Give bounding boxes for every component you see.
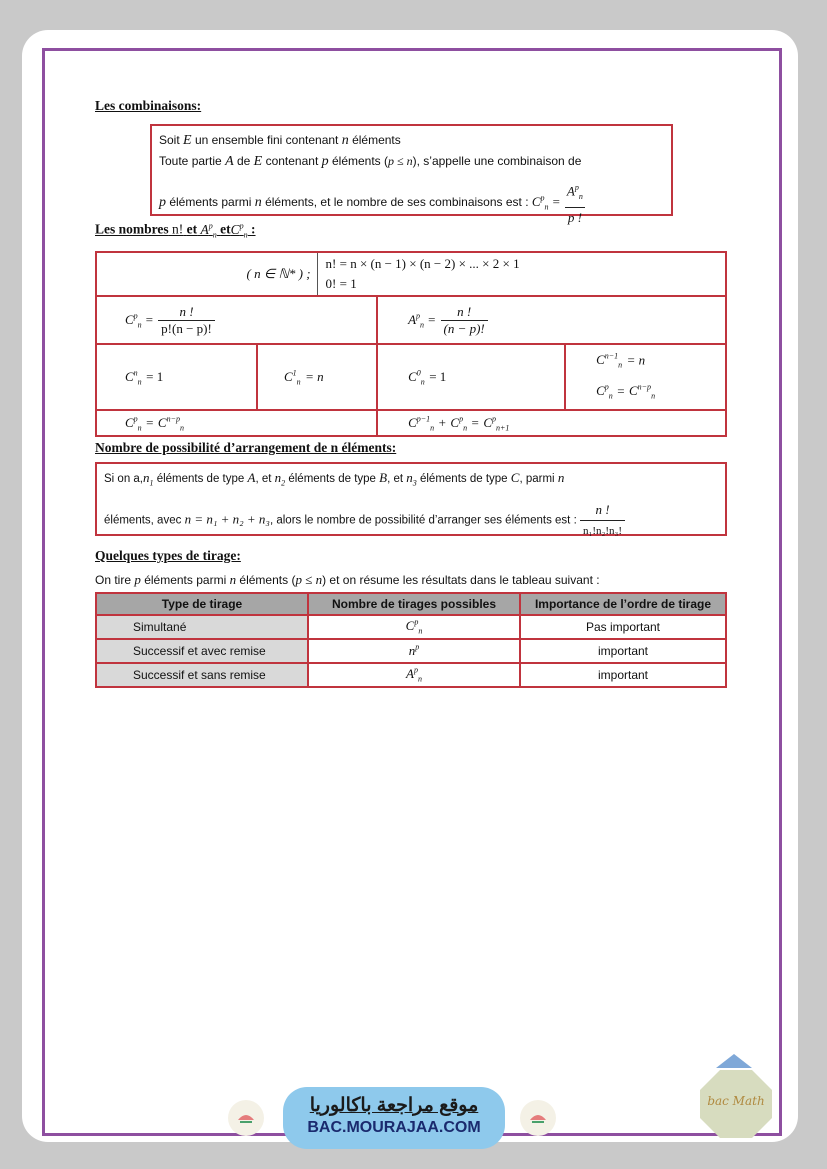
cn-n-1-cell: $C^{n-1}_n = n$ $C^p_n = C^{n-p}_n$ <box>565 344 726 410</box>
table-row: Simultané $C^p_n$ Pas important <box>96 615 726 639</box>
logo-text: bac Math <box>707 1094 765 1108</box>
header-type: Type de tirage <box>96 593 308 615</box>
cn0-cell: $C^0_n = 1$ <box>377 344 565 410</box>
arrangement-line-1: Si on $a,n_1$ éléments de type A, et $n_2$ éléments de type B, et $n_3$ éléments de type C, parmi n <box>104 470 565 488</box>
arrangement-box <box>95 462 727 536</box>
cnp-title-symbol: $C^p_n$ <box>230 221 248 240</box>
cnp-cell-symbol: $C^p_n$ <box>405 618 423 636</box>
header-ordre: Importance de l’ordre de tirage <box>520 593 726 615</box>
anp-formula-cell: $A^p_n$ = $\frac{n !}{(n - p)!}$ <box>377 296 726 344</box>
table-header-row <box>96 593 726 615</box>
tirage-intro: On tire p éléments parmi n éléments (p ≤ n) et on résume les résultats dans le tableau suivant : <box>95 572 600 587</box>
cnp-symbol: $C^p_n$ = <box>531 193 561 212</box>
definition-box-combinaison <box>150 124 673 225</box>
def-line-2: Toute partie A de E contenant p éléments (p ≤ n), s’appelle une combinaison de <box>159 154 582 169</box>
cnp-formula-fraction: $\frac{n !}{p!(n - p)!}$ <box>158 304 215 337</box>
def-line-1: Soit E un ensemble fini contenant n éléments <box>159 133 401 148</box>
cnp-fraction: $\frac{A^p_n}{p !}$ <box>564 178 586 228</box>
np-cell-symbol: $n^p$ <box>408 642 420 659</box>
header-nombre: Nombre de tirages possibles <box>308 593 520 615</box>
anp-formula-fraction: $\frac{n !}{(n - p)!}$ <box>441 304 488 337</box>
anp-title-symbol: $A^p_n$ <box>200 221 217 240</box>
section-title-tirage: Quelques types de tirage: <box>95 548 241 563</box>
formulas-table <box>95 251 727 437</box>
anp-cell-symbol: $A^p_n$ <box>406 666 422 684</box>
pascal-cell: $C^{p-1}_n + C^p_n = C^p_{n+1}$ <box>377 410 726 436</box>
factorial-condition-cell: ( n ∈ ℕ* ) ; <box>96 252 317 296</box>
site-banner[interactable] <box>283 1087 505 1149</box>
section-title-nombres: Les nombres n! et $A^p_n$ etC$^p_n$ : <box>95 221 256 240</box>
table-row: Successif et avec remise $n^p$ important <box>96 639 726 663</box>
site-logo-left-icon <box>228 1100 264 1136</box>
cn1-cell: $C^1_n = n$ <box>257 344 377 410</box>
arrangement-line-2: éléments, avec n = n₁ + n₂ + n₃, alors le nombre de possibilité d’arranger ses éléments est : $\frac{n !}{\text{n₁!n₂!n₃!}}$ <box>104 500 718 541</box>
bac-math-logo <box>698 1066 774 1142</box>
cnp-formula-cell: $C^p_n$ = $\frac{n !}{p!(n - p)!}$ <box>96 296 377 344</box>
table-row: Successif et sans remise $A^p_n$ important <box>96 663 726 687</box>
def-line-3: p éléments parmi n éléments, et le nombre de ses combinaisons est : $C^p_n$ = $\frac{A^p_n}{p !}$ <box>159 178 664 228</box>
factorial-def-cell: n! = n × (n − 1) × (n − 2) × ... × 2 × 1 0! = 1 <box>317 252 726 296</box>
symmetry-cell: $C^p_n = C^{n-p}_n$ <box>96 410 377 436</box>
section-title-combinaisons: Les combinaisons: <box>95 98 202 113</box>
tirage-table <box>95 592 727 688</box>
section-title-arrangement: Nombre de possibilité d’arrangement de n éléments: <box>95 440 397 455</box>
site-url-link[interactable]: BAC.MOURAJAA.COM <box>307 1119 481 1136</box>
cnn-cell: $C^n_n = 1$ <box>96 344 257 410</box>
triangle-deco-icon <box>716 1054 752 1068</box>
site-logo-right-icon <box>520 1100 556 1136</box>
site-arabic-name: موقع مراجعة باكالوريا <box>309 1095 479 1116</box>
arrangement-fraction: $\frac{n !}{\text{n₁!n₂!n₃!}}$ <box>580 500 625 541</box>
